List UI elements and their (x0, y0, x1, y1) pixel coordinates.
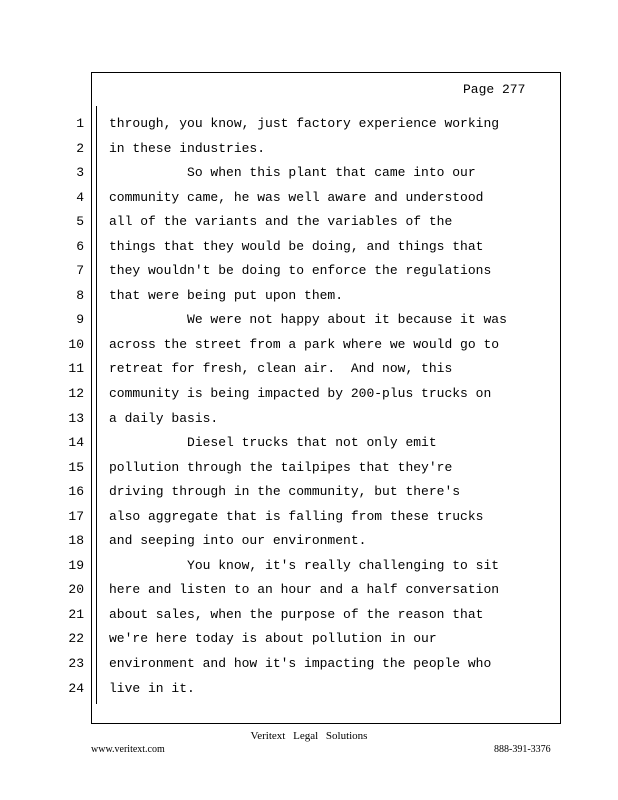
line-number: 17 (68, 508, 84, 524)
transcript-line: we're here today is about pollution in our (109, 631, 437, 647)
transcript-line: retreat for fresh, clean air. And now, this (109, 361, 453, 377)
line-number: 3 (76, 165, 84, 181)
line-number: 4 (76, 189, 84, 205)
transcript-line: through, you know, just factory experience working (109, 116, 500, 131)
transcript-line: community came, he was well aware and understood (109, 189, 484, 205)
transcript-line: live in it. (109, 680, 195, 696)
transcript-line: a daily basis. (109, 410, 219, 426)
line-number: 16 (68, 484, 84, 500)
line-number: 24 (68, 680, 84, 696)
transcript-line: You know, it's really challenging to sit (109, 557, 500, 573)
left-margin-rule (96, 106, 97, 704)
line-number: 7 (76, 263, 84, 279)
line-number-column (62, 112, 84, 701)
transcript-line: also aggregate that is falling from these trucks (109, 508, 484, 524)
line-number: 9 (76, 312, 84, 328)
line-number: 13 (68, 410, 84, 426)
transcript-line: here and listen to an hour and a half conversation (109, 582, 500, 598)
transcript-line: Diesel trucks that not only emit (109, 435, 437, 451)
line-number: 2 (76, 140, 84, 156)
transcript-line: they wouldn't be doing to enforce the regulations (109, 263, 492, 279)
line-number: 5 (76, 214, 84, 230)
transcript-line: pollution through the tailpipes that they're (109, 459, 453, 475)
line-number: 6 (76, 238, 84, 254)
line-number: 8 (76, 287, 84, 303)
footer-url: www.veritext.com (91, 744, 165, 755)
line-number: 19 (68, 557, 84, 573)
transcript-line: and seeping into our environment. (109, 533, 367, 549)
transcript-line: that were being put upon them. (109, 287, 344, 303)
line-number: 10 (68, 336, 84, 352)
page-number: Page 277 (463, 82, 526, 97)
line-number: 23 (68, 656, 84, 672)
line-number: 12 (68, 386, 84, 402)
line-number: 11 (68, 361, 84, 377)
transcript-line: across the street from a park where we would go to (109, 336, 500, 352)
transcript-line: community is being impacted by 200-plus trucks on (109, 386, 492, 402)
transcript-line: about sales, when the purpose of the reason that (109, 606, 484, 622)
line-number: 14 (68, 435, 84, 451)
line-number: 22 (68, 631, 84, 647)
transcript-text (109, 112, 539, 701)
transcript-line: We were not happy about it because it was (109, 312, 507, 328)
transcript-line: environment and how it's impacting the people who (109, 656, 492, 672)
line-number: 21 (68, 606, 84, 622)
line-number: 20 (68, 582, 84, 598)
transcript-line: in these industries. (109, 140, 266, 156)
line-number: 18 (68, 533, 84, 549)
line-number: 1 (76, 116, 84, 131)
transcript-line: driving through in the community, but there's (109, 484, 461, 500)
footer-company: Veritext Legal Solutions (250, 730, 368, 742)
transcript-line: things that they would be doing, and things that (109, 238, 484, 254)
transcript-line: all of the variants and the variables of the (109, 214, 453, 230)
transcript-line: So when this plant that came into our (109, 165, 476, 181)
line-number: 15 (68, 459, 84, 475)
footer-phone: 888-391-3376 (494, 744, 551, 755)
